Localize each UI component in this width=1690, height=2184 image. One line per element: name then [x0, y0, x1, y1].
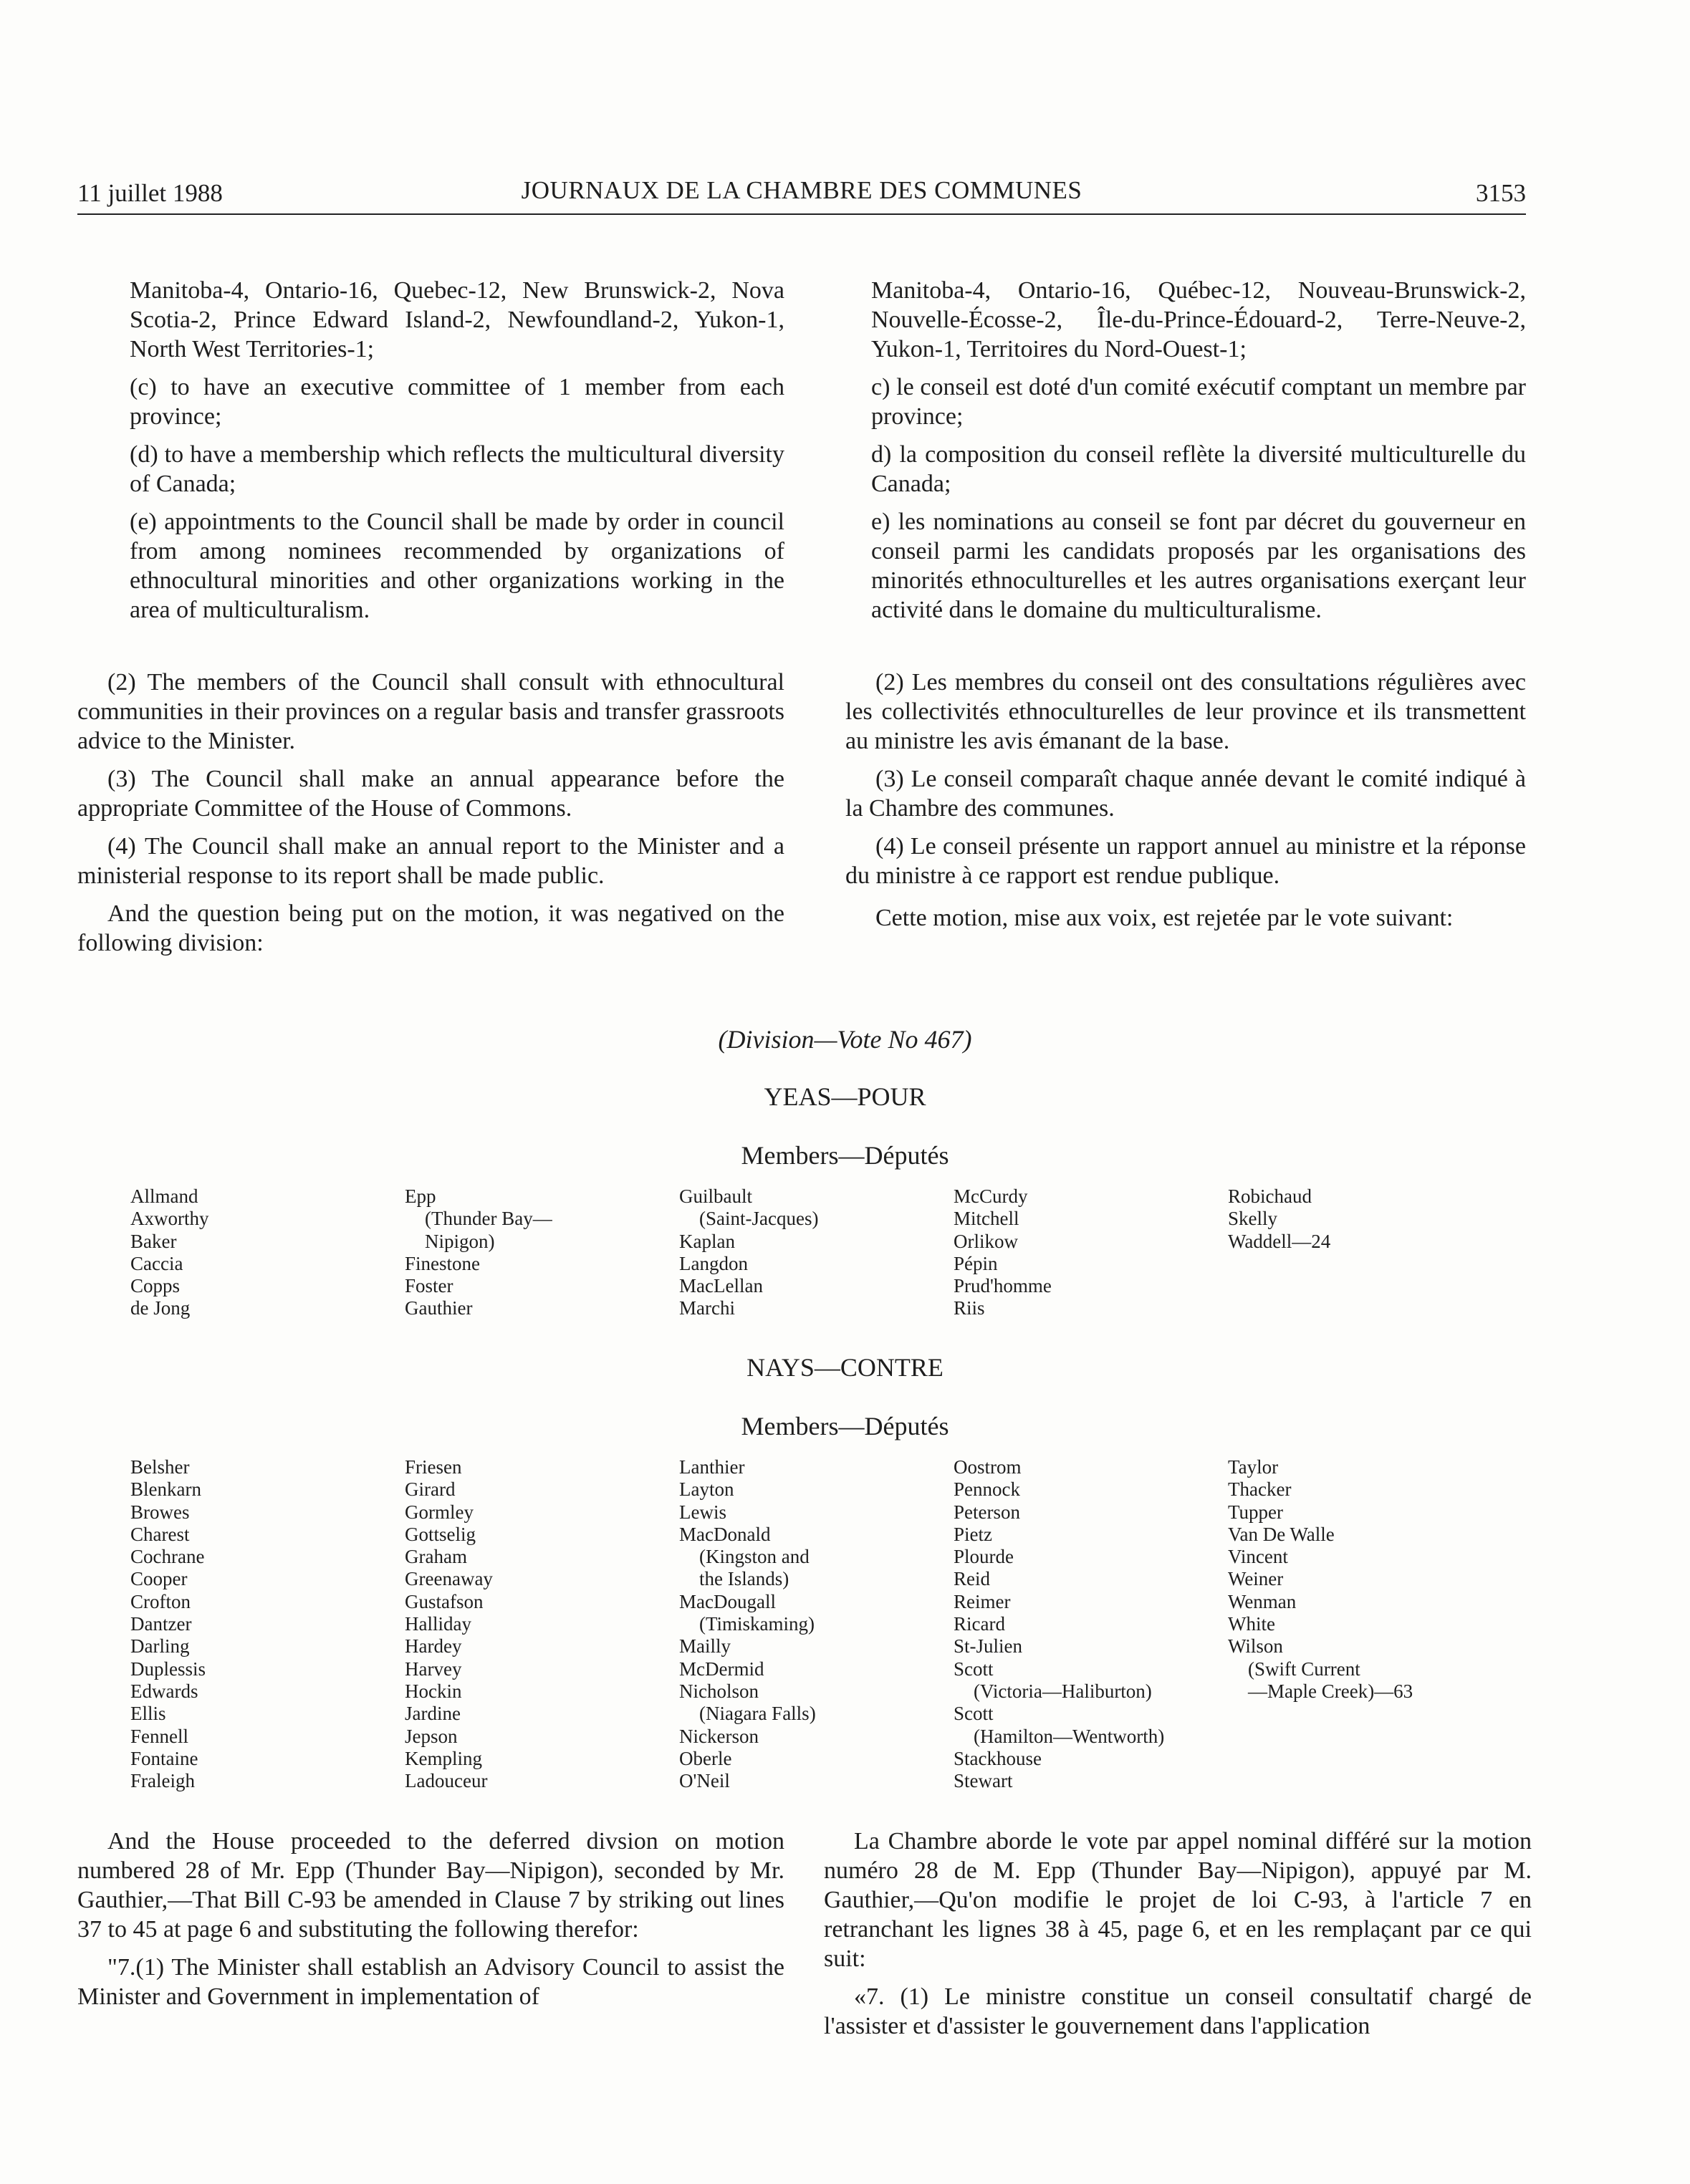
member-name: McCurdy: [954, 1185, 1028, 1207]
member-name: Copps: [130, 1275, 181, 1297]
en-amendment-text: "7.(1) The Minister shall establish an Advisory Council to assist the Minister and Government in implementation of: [77, 1954, 784, 2010]
member-name: Stackhouse: [954, 1747, 1042, 1769]
member-riding: (Victoria—Haliburton): [974, 1680, 1152, 1702]
member-name: Orlikow: [954, 1230, 1018, 1252]
english-column-mid: [77, 668, 784, 966]
member-name: Fontaine: [130, 1747, 198, 1769]
member-name: Taylor: [1228, 1456, 1279, 1478]
nays-column-2: [405, 1456, 679, 1792]
header-date: 11 juillet 1988: [77, 179, 223, 207]
member-name: Ricard: [954, 1613, 1005, 1635]
member-name: Pennock: [954, 1478, 1020, 1501]
member-name: Gustafson: [405, 1590, 484, 1612]
member-name: Stewart: [954, 1770, 1013, 1792]
nays-members-heading: Members—Députés: [741, 1412, 949, 1440]
nays-column-4: [954, 1456, 1228, 1792]
member-name: St-Julien: [954, 1635, 1023, 1658]
fr-provinces: Manitoba-4, Ontario-16, Québec-12, Nouveau-Brunswick-2, Nouvelle-Écosse-2, Île-du-Prince-Édouard-2, Terre-Neuve-2, Yukon-1, Territoires du Nord-Ouest-1;: [871, 277, 1526, 362]
member-name: MacDougall: [679, 1590, 776, 1612]
member-riding: the Islands): [699, 1568, 789, 1590]
member-name: Waddell—24: [1228, 1230, 1331, 1252]
nays-heading: NAYS—CONTRE: [746, 1353, 944, 1382]
member-name: Prud'homme: [954, 1275, 1052, 1297]
member-name: Greenaway: [405, 1568, 493, 1590]
fr-section-4: (4) Le conseil présente un rapport annuel au ministre et la réponse du ministre à ce rapport est rendue publique.: [845, 833, 1526, 889]
member-name: Van De Walle: [1228, 1523, 1335, 1545]
member-name: Gauthier: [405, 1297, 473, 1319]
division-title: (Division—Vote No 467): [718, 1025, 972, 1054]
fr-section-3: (3) Le conseil comparaît chaque année devant le comité indiqué à la Chambre des communes.: [845, 766, 1526, 822]
member-name: Marchi: [679, 1297, 735, 1319]
member-name: Charest: [130, 1523, 190, 1545]
member-name: Kempling: [405, 1747, 482, 1769]
member-name: Nicholson: [679, 1680, 759, 1702]
member-riding: (Kingston and: [699, 1546, 810, 1568]
yeas-column-3: [679, 1185, 954, 1320]
member-name: Cooper: [130, 1568, 188, 1590]
yeas-column-1: [130, 1185, 405, 1320]
member-name: Guilbault: [679, 1185, 752, 1207]
member-name: Darling: [130, 1635, 190, 1658]
member-name: Duplessis: [130, 1658, 206, 1680]
yeas-heading: YEAS—POUR: [764, 1082, 926, 1111]
english-column-bottom: [77, 1827, 784, 2020]
member-name: Jepson: [405, 1725, 458, 1747]
member-name: Ladouceur: [405, 1770, 488, 1792]
member-name: Allmand: [130, 1185, 198, 1207]
member-name: Mailly: [679, 1635, 731, 1658]
en-section-2: (2) The members of the Council shall consult with ethnocultural communities in their provinces on a regular basis and transfer grassroots advice to the Minister.: [77, 669, 784, 754]
member-name: Baker: [130, 1230, 177, 1252]
member-name: Caccia: [130, 1252, 183, 1274]
member-name: MacLellan: [679, 1275, 763, 1297]
member-riding: (Timiskaming): [699, 1613, 815, 1635]
member-name: Friesen: [405, 1456, 462, 1478]
nays-column-3: [679, 1456, 954, 1792]
member-name: Langdon: [679, 1252, 748, 1274]
header-title: JOURNAUX DE LA CHAMBRE DES COMMUNES: [521, 176, 1082, 204]
fr-item-d: d) la composition du conseil reflète la diversité multiculturelle du Canada;: [871, 441, 1526, 497]
member-name: Gormley: [405, 1501, 474, 1523]
fr-item-e: e) les nominations au conseil se font par décret du gouverneur en conseil parmi les candidats proposés par les organisations des minorités ethnoculturelles et les autres organisations exerçant leur activité dans le domaine du multiculturalisme.: [871, 509, 1526, 623]
member-name: Mitchell: [954, 1208, 1019, 1230]
member-name: Finestone: [405, 1252, 480, 1274]
member-riding: (Niagara Falls): [699, 1703, 816, 1725]
french-column-top: [845, 276, 1526, 633]
member-name: Reid: [954, 1568, 990, 1590]
nays-column-1: [130, 1456, 405, 1792]
member-name: Lewis: [679, 1501, 726, 1523]
en-provinces: Manitoba-4, Ontario-16, Quebec-12, New Brunswick-2, Nova Scotia-2, Prince Edward Island-2, Newfoundland-2, Yukon-1, North West Territories-1;: [130, 277, 784, 362]
fr-deferred-division: La Chambre aborde le vote par appel nominal différé sur la motion numéro 28 de M. Epp (Thunder Bay—Nipigon), appuyé par M. Gauthier,—Qu'on modifie le projet de loi C-93, à l'article 7 en retranchant les lignes 38 à 45, page 6, et en les remplaçant par ce qui suit:: [824, 1828, 1532, 1972]
yeas-column-5: [1228, 1185, 1502, 1320]
member-name: Scott: [954, 1703, 994, 1725]
member-name: Reimer: [954, 1590, 1011, 1612]
member-name: Belsher: [130, 1456, 190, 1478]
member-name: Graham: [405, 1546, 467, 1568]
nays-column-5: [1228, 1456, 1502, 1792]
member-name: Girard: [405, 1478, 456, 1501]
member-name: Nickerson: [679, 1725, 759, 1747]
member-name: Layton: [679, 1478, 734, 1501]
running-header: [77, 176, 1526, 212]
member-riding: Nipigon): [425, 1230, 495, 1252]
member-name: McDermid: [679, 1658, 764, 1680]
member-name: Vincent: [1228, 1546, 1288, 1568]
member-name: Foster: [405, 1275, 453, 1297]
french-column-mid: [845, 668, 1526, 941]
english-column-top: [104, 276, 784, 633]
member-name: de Jong: [130, 1297, 191, 1319]
en-section-3: (3) The Council shall make an annual appearance before the appropriate Committee of the House of Commons.: [77, 766, 784, 822]
member-name: Axworthy: [130, 1208, 209, 1230]
member-name: Crofton: [130, 1590, 191, 1612]
member-name: Scott: [954, 1658, 994, 1680]
member-name: O'Neil: [679, 1770, 730, 1792]
yeas-members-heading: Members—Députés: [741, 1141, 949, 1170]
yeas-list: [130, 1185, 1527, 1320]
fr-list: [845, 276, 1526, 625]
yeas-column-2: [405, 1185, 679, 1320]
member-name: Ellis: [130, 1703, 166, 1725]
en-list: [104, 276, 784, 625]
member-name: Skelly: [1228, 1208, 1278, 1230]
en-item-e: (e) appointments to the Council shall be made by order in council from among nominees recommended by organizations of ethnocultural minorities and other organizations working in the area of multiculturalism.: [130, 509, 784, 623]
header-rule: [77, 213, 1526, 215]
member-name: Riis: [954, 1297, 985, 1319]
member-name: Robichaud: [1228, 1185, 1312, 1207]
fr-section-2: (2) Les membres du conseil ont des consultations régulières avec les collectivités ethnoculturelles de leur province et ils transmettent au ministre les avis émanant de la base.: [845, 669, 1526, 754]
member-name: Hockin: [405, 1680, 462, 1702]
fr-question: Cette motion, mise aux voix, est rejetée par le vote suivant:: [875, 905, 1454, 931]
member-name: Oostrom: [954, 1456, 1022, 1478]
member-name: Fennell: [130, 1725, 188, 1747]
member-name: Thacker: [1228, 1478, 1292, 1501]
en-item-d: (d) to have a membership which reflects the multicultural diversity of Canada;: [130, 441, 784, 497]
member-name: Pietz: [954, 1523, 992, 1545]
french-column-bottom: [824, 1827, 1532, 2049]
member-riding: (Swift Current: [1248, 1658, 1360, 1680]
member-name: Gottselig: [405, 1523, 476, 1545]
member-riding: (Saint-Jacques): [699, 1208, 819, 1230]
en-question: And the question being put on the motion, it was negatived on the following division:: [77, 900, 784, 956]
member-name: Plourde: [954, 1546, 1014, 1568]
member-name: MacDonald: [679, 1523, 771, 1545]
member-name: Peterson: [954, 1501, 1020, 1523]
fr-amendment-text: «7. (1) Le ministre constitue un conseil consultatif chargé de l'assister et d'assister le gouvernement dans l'application: [824, 1983, 1532, 2039]
member-name: Pépin: [954, 1252, 998, 1274]
en-deferred-division: And the House proceeded to the deferred divsion on motion numbered 28 of Mr. Epp (Thunder Bay—Nipigon), seconded by Mr. Gauthier,—That Bill C-93 be amended in Clause 7 by striking out lines 37 to 45 at page 6 and substituting the following therefor:: [77, 1828, 784, 1943]
member-name: Jardine: [405, 1703, 461, 1725]
member-name: Blenkarn: [130, 1478, 201, 1501]
member-name: Cochrane: [130, 1546, 205, 1568]
en-section-4: (4) The Council shall make an annual report to the Minister and a ministerial response to its report shall be made public.: [77, 833, 784, 889]
member-name: Wilson: [1228, 1635, 1283, 1658]
fr-item-c: c) le conseil est doté d'un comité exécutif comptant un membre par province;: [871, 374, 1526, 430]
member-name: Wenman: [1228, 1590, 1297, 1612]
member-name: Hardey: [405, 1635, 462, 1658]
member-name: Kaplan: [679, 1230, 735, 1252]
member-riding: (Hamilton—Wentworth): [974, 1725, 1165, 1747]
member-name: Dantzer: [130, 1613, 192, 1635]
member-name: Tupper: [1228, 1501, 1284, 1523]
member-name: Harvey: [405, 1658, 462, 1680]
member-riding: —Maple Creek)—63: [1248, 1680, 1413, 1702]
member-name: Weiner: [1228, 1568, 1284, 1590]
en-item-c: (c) to have an executive committee of 1 member from each province;: [130, 374, 784, 430]
member-name: Oberle: [679, 1747, 732, 1769]
member-name: Fraleigh: [130, 1770, 195, 1792]
nays-list: [130, 1456, 1527, 1792]
member-name: Lanthier: [679, 1456, 745, 1478]
page-number: 3153: [1476, 179, 1526, 207]
member-name: Epp: [405, 1185, 436, 1207]
member-name: Browes: [130, 1501, 190, 1523]
yeas-column-4: [954, 1185, 1228, 1320]
member-riding: (Thunder Bay—: [425, 1208, 552, 1230]
member-name: White: [1228, 1613, 1275, 1635]
member-name: Halliday: [405, 1613, 471, 1635]
member-name: Edwards: [130, 1680, 198, 1702]
